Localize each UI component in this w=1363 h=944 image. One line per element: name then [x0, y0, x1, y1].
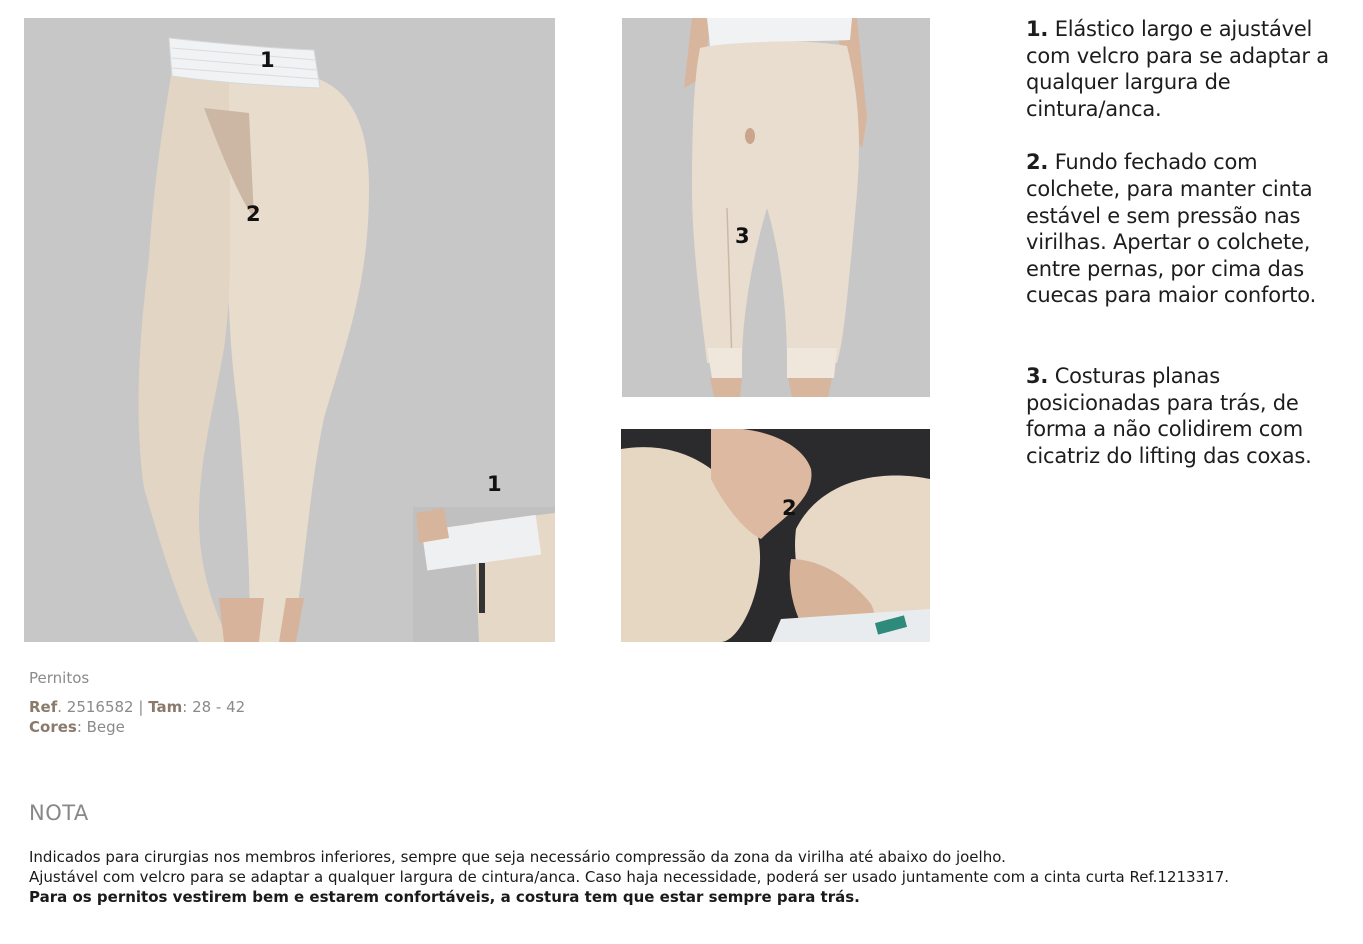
product-name: Pernitos: [29, 669, 90, 687]
product-ref-size: [29, 697, 245, 717]
callout-number: 2: [782, 496, 797, 520]
feature-list: [1026, 16, 1351, 469]
callout-number: 3: [735, 224, 750, 248]
note-body: [29, 847, 1349, 907]
colors-value: : Bege: [76, 718, 125, 736]
ref-value: . 2516582 |: [57, 698, 149, 716]
callout-number: 1: [487, 472, 502, 496]
feature-number: 1.: [1026, 17, 1049, 41]
note-line-emphasis: Para os pernitos vestirem bem e estarem confortáveis, a costura tem que estar sempre para trás.: [29, 888, 860, 906]
ref-label: Ref: [29, 698, 58, 716]
size-value: : 28 - 42: [182, 698, 246, 716]
feature-item: [1026, 149, 1351, 309]
feature-number: 3.: [1026, 363, 1049, 388]
note-line: Indicados para cirurgias nos membros inferiores, sempre que seja necessário compressão da zona da virilha até abaixo do joelho.: [29, 848, 1006, 866]
product-info: [29, 668, 245, 737]
product-colors: [29, 717, 245, 737]
product-photo-closeup: [621, 429, 930, 642]
callout-number: 1: [260, 48, 275, 72]
note-title: NOTA: [29, 801, 89, 825]
feature-item: [1026, 16, 1351, 122]
feature-text: Costuras planas posicionadas para trás, de forma a não colidirem com cicatriz do lifting das coxas.: [1026, 363, 1312, 468]
feature-text: Elástico largo e ajustável com velcro para se adaptar a qualquer largura de cintura/anca.: [1026, 17, 1329, 121]
product-photo-back: [622, 18, 930, 397]
callout-number: 2: [246, 202, 261, 226]
feature-item: [1026, 363, 1351, 469]
feature-number: 2.: [1026, 150, 1049, 175]
feature-text: Fundo fechado com colchete, para manter cinta estável e sem pressão nas virilhas. Apertar o colchete, entre pernas, por cima das cuecas para maior conforto.: [1026, 150, 1317, 308]
note-line: Ajustável com velcro para se adaptar a qualquer largura de cintura/anca. Caso haja necessidade, poderá ser usado juntamente com a cinta curta Ref.1213317.: [29, 868, 1229, 886]
product-photo-front: [24, 18, 555, 642]
colors-label: Cores: [29, 718, 77, 736]
size-label: Tam: [148, 698, 183, 716]
